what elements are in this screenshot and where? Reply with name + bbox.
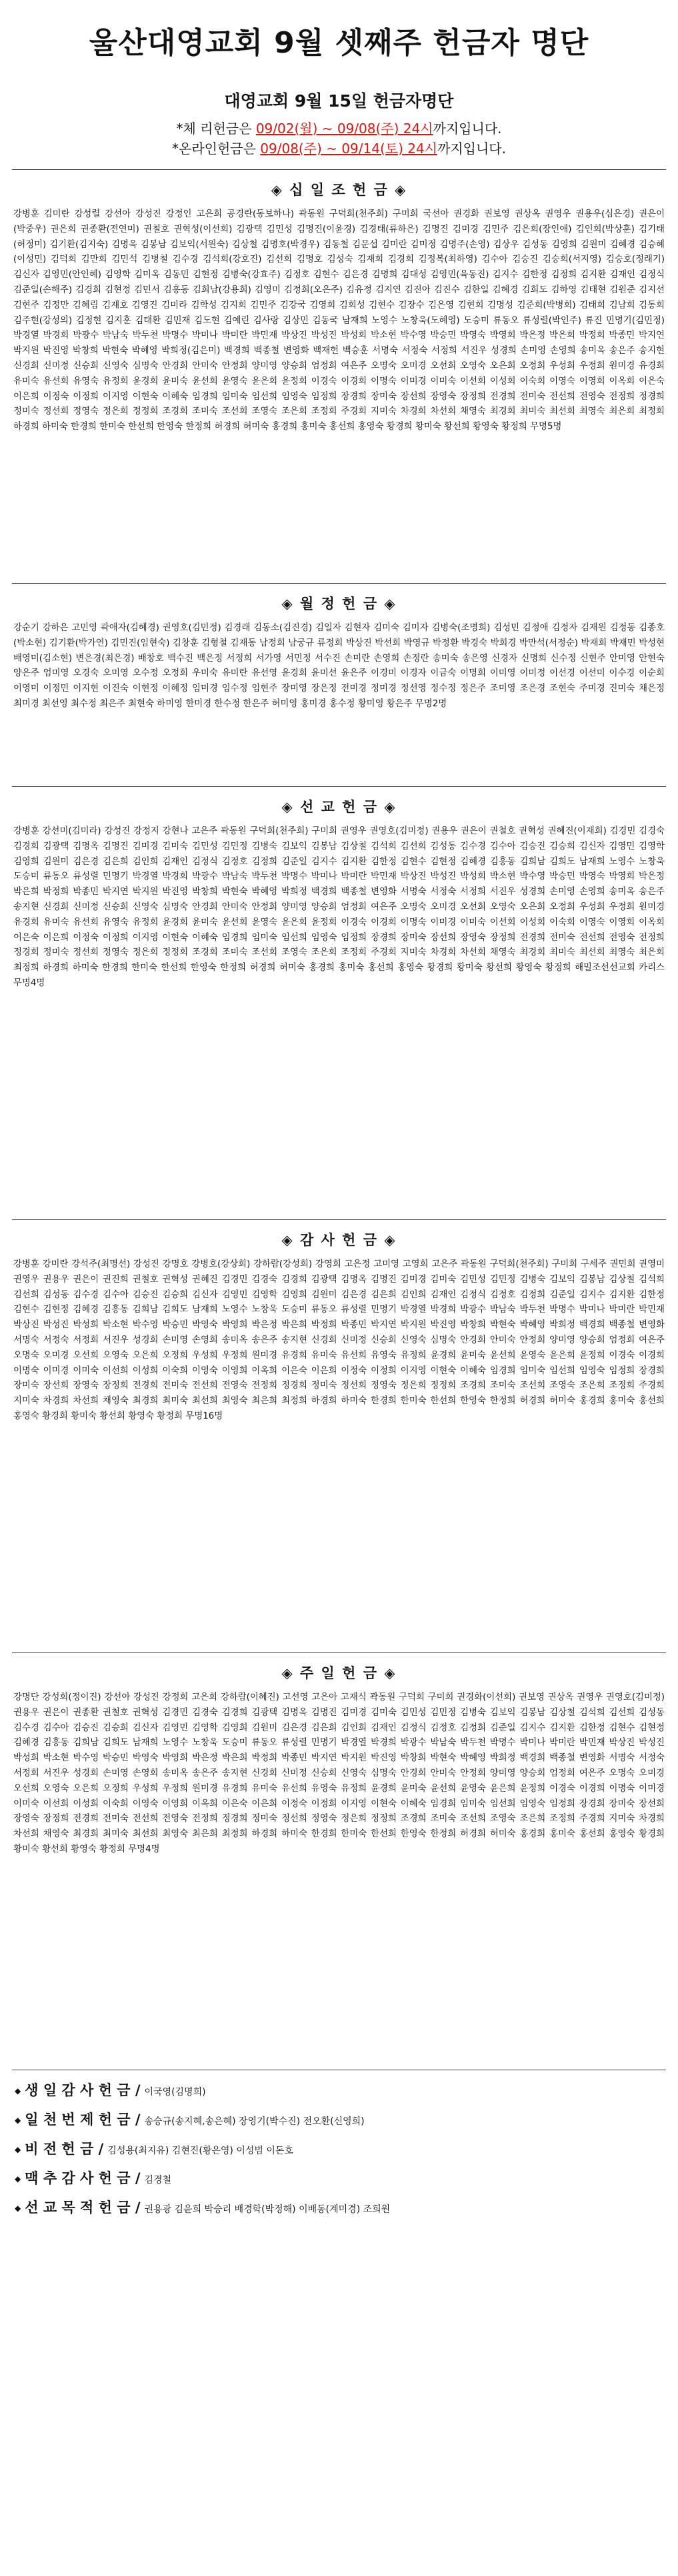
notice-online-date: 09/08(주) ~ 09/14(토) 24시 bbox=[260, 141, 438, 157]
small-offering-harvest bbox=[15, 2168, 663, 2188]
divider bbox=[12, 786, 666, 787]
diamond-icon: ◆ bbox=[15, 2174, 21, 2184]
name-list: 강순기 강하은 고민영 곽애자(김혜경) 권영호(김민정) 김경래 김동소(김진경) 김일자 김현자 김미숙 김미자 김병숙(조명희) 김성민 김정애 김정자 김재원 김정동 김종호(박소현) 김기환(박가연) 김민진(임현숙) 김창훈 김형철 김재동 남정희 남궁규 류정희 박상진 박선희 박영규 박정환 박경숙 박희경 박만석(서정순) 박재희 박재민 박성현 배영미(김소현) 변은경(최은경) 배창호 백수진 백은정 서정희 서가영 서민정 서수진 손미란 손영희 손정란 송미숙 송은영 신경자 신명희 신수정 신현주 안미영 안현숙 양은주 엄미영 오경숙 오미영 오수정 오정희 우미숙 유미란 유선영 윤경희 윤미선 윤은주 이경미 이경자 이금숙 이명희 이미영 이미정 이선경 이선미 이수경 이순희 이영미 이정민 이지현 이진숙 이현정 이혜정 임미경 임수정 임현주 장미영 장은정 전미경 정미경 정선영 정수정 정은주 조미영 조은경 조현숙 주미경 진미숙 채은정 최미경 최선영 최수정 최은주 최현숙 하미영 한미경 한수정 한은주 허미영 홍미경 홍수정 황미영 황은주 무명2명 bbox=[13, 623, 665, 709]
notice-online-suffix: 까지입니다. bbox=[437, 141, 506, 157]
name-list: 강병훈 강미란 강석주(최명선) 강성진 강명호 강병호(강상희) 강하람(강성희) 강영희 고은정 고미영 고영희 고은주 곽동원 구덕희(천주희) 구미희 구세주 권민희 권영미 권영우 권용우 권은이 권진희 권철호 권혁성 권혜진 김경민 김경숙 김경희 김광택 김명옥 김명진 김미경 김미숙 김민성 김민정 김병숙 김보익 김봉남 김상철 김석희 김선희 김성동 김수경 김수아 김승진 김승희 김신자 김영민 김영학 김영희 김원미 김은경 김은희 김인희 김재인 김정식 김정호 김정희 김준일 김지수 김지환 김한정 김현수 김현정 김혜경 김흥동 김희남 김희도 남재희 노영수 노창욱 도승미 류동오 류성렬 민명기 박경열 박경희 박광수 박남숙 박두천 박명수 박미나 박미란 박민재 박상진 박성진 박성희 박소현 박수영 박승민 박영숙 박영희 박은정 박은희 박정희 박종민 박지연 박지원 박진영 박창희 박현숙 박혜영 박희정 백경희 백종철 변영화 서명숙 서정숙 서정희 서진우 성경희 손미영 손영희 송미옥 송은주 송지현 신경희 신미정 신승희 신영숙 심명숙 안경희 안미숙 안정희 양미영 양승희 엄정희 여은주 오명숙 오미경 오선희 오영숙 오은희 오정희 우성희 우정희 원미경 유경희 유미숙 유선희 유영숙 유정희 윤경희 윤미숙 윤선희 윤영숙 윤은희 윤정희 이경숙 이경희 이명숙 이미경 이미숙 이선희 이성희 이숙희 이영숙 이영희 이옥희 이은숙 이은희 이정숙 이정희 이지영 이현숙 이혜숙 임경희 임미숙 임선희 임영숙 임정희 장경희 장미숙 장선희 장영숙 장정희 전경희 전미숙 전선희 전영숙 전정희 정경희 정미숙 정선희 정영숙 정은희 정정희 조경희 조미숙 조선희 조영숙 조은희 조정희 주경희 지미숙 차경희 차선희 채영숙 최경희 최미숙 최선희 최영숙 최은희 최정희 하경희 하미숙 한경희 한미숙 한선희 한영숙 한정희 허경희 허미숙 홍경희 홍미숙 홍선희 홍영숙 황경희 황미숙 황선희 황영숙 황정희 무명16명 bbox=[13, 1259, 665, 1421]
divider bbox=[12, 169, 666, 170]
sub-title: 대영교회 9월 15일 헌금자명단 bbox=[224, 91, 454, 111]
small-offering-names: 김경철 bbox=[144, 2175, 172, 2186]
small-offering-names: 김성용(최지유) 김현진(황은영) 이성범 이돈호 bbox=[107, 2146, 293, 2156]
small-offering-list bbox=[9, 2080, 669, 2217]
divider bbox=[12, 583, 666, 584]
divider bbox=[12, 1652, 666, 1653]
small-offering-birthday bbox=[15, 2080, 663, 2100]
divider bbox=[12, 1219, 666, 1220]
small-offering-separator: / bbox=[130, 2112, 141, 2128]
notice-offline-prefix: *체 리헌금은 bbox=[176, 121, 256, 137]
notice-offline-date: 09/02(월) ~ 09/08(주) 24시 bbox=[255, 121, 433, 137]
section-sunday bbox=[9, 1662, 669, 2059]
small-offering-label: 생 일 감 사 헌 금 bbox=[25, 2082, 131, 2098]
small-offering-label: 선 교 목 적 헌 금 bbox=[25, 2200, 131, 2216]
section-tithe bbox=[9, 179, 669, 572]
notice-offline bbox=[9, 119, 669, 139]
notice-offline-suffix: 까지입니다. bbox=[433, 121, 502, 137]
name-list: 강병훈 김미란 강성렬 강선아 강성진 강정인 고은희 공경란(동보하나) 곽동원 구덕희(천주희) 구미희 국선아 권경화 권보영 권상옥 권영우 권용우(심은경) 권은이(박중우) 권은희 권종환(전연미) 권철호 권혁성(이선희) 김광택 김민성 김명진(이윤경) 김경태(류하은) 김명진 김미경 김민주 김은희(장인애) 김인희(박상훈) 김기태(허정미) 김기환(김지숙) 김명옥 김봉남 김보익(서원숙) 김상철 김명호(박경우) 김동철 김문섭 김미란 김미정 김명주(손영) 김상우 김성동 김영희 김원미 김혜경 김승혜(이성민) 김덕희 김만희 김민석 김병철 김수경 김석희(강호진) 김선희 김명호 김성숙 김재희 김경희 김정복(최하영) 김수아 김승진 김승희(서지영) 김승호(정래기) 김신자 김영민(안인혜) 김영학 김미옥 김동민 김현정 김병숙(강효주) 김정호 김현수 김은경 김명희 김대성 김영민(육동진) 김지수 김한정 김정희 김지환 김재인 김정식 김준일(손해주) 김경희 김현정 김민서 김흥동 김희남(강용희) 김영미 김정희(오은주) 김유정 김지연 김진아 김진수 김한일 김혜경 김희도 김하영 김태현 김원준 김지선 김현주 김정만 김혜림 김재호 김영진 김미라 김학성 김지희 김민주 김강국 김영희 김희성 김현수 김장수 김은영 김현희 김명성 김준희(박병희) 김태희 김남희 김동희 김주현(강성의) 김정현 김지훈 김태환 김민재 김도현 김예린 김사랑 김상민 김동국 남재희 노영수 노창욱(도혜영) 도승미 류동오 류성렬(박인주) 류진 민명기(김민정) 박경열 박경희 박광수 박남숙 박두천 박명수 박미나 박미란 박민재 박상진 박성진 박성희 박소현 박수영 박승민 박영숙 박영희 박은정 박은희 박정희 박종민 박지연 박지원 박진영 박창희 박현숙 박혜영 박희정(김은미) 백경희 백종철 변영화 백재헌 백승훈 서명숙 서정숙 서정희 서진우 성경희 손미영 손영희 송미옥 송은주 송지현 신경희 신미정 신승희 신영숙 심명숙 안경희 안미숙 안정희 양미영 양승희 엄정희 여은주 오명숙 오미경 오선희 오영숙 오은희 오정희 우성희 우정희 원미경 유경희 유미숙 유선희 유영숙 유정희 윤경희 윤미숙 윤선희 윤영숙 윤은희 윤정희 이경숙 이경희 이명숙 이미경 이미숙 이선희 이성희 이숙희 이영숙 이영희 이옥희 이은숙 이은희 이정숙 이정희 이지영 이현숙 이혜숙 임경희 임미숙 임선희 임영숙 임정희 장경희 장미숙 장선희 장영숙 장정희 전경희 전미숙 전선희 전영숙 전정희 정경희 정미숙 정선희 정영숙 정은희 정정희 조경희 조미숙 조선희 조영숙 조은희 조정희 주경희 지미숙 차경희 차선희 채영숙 최경희 최미숙 최선희 최영숙 최은희 최정희 하경희 하미숙 한경희 한미숙 한선희 한영숙 한정희 허경희 허미숙 홍경희 홍미숙 홍선희 홍영숙 황경희 황미숙 황선희 황영숙 황정희 무명5명 bbox=[13, 209, 665, 432]
small-offering-names: 이국영(김명희) bbox=[144, 2087, 206, 2098]
diamond-icon: ◆ bbox=[15, 2204, 21, 2213]
name-list: 강명단 강성희(정이진) 강선아 강성진 강정희 고은희 강하람(이혜진) 고선영 고은아 고재식 곽동원 구덕희 구미희 권경화(이선희) 권보영 권상옥 권영우 권영호(김미정) 권용우 권은이 권종환 권철호 권혁성 김경민 김경숙 김경희 김광택 김명옥 김명진 김미경 김미숙 김민성 김민정 김병숙 김보익 김봉남 김상철 김석희 김선희 김성동 김수경 김수아 김승진 김승희 김신자 김영민 김영학 김영희 김원미 김은경 김은희 김인희 김재인 김정식 김정호 김정희 김준일 김지수 김지환 김한정 김현수 김현정 김혜경 김흥동 김희남 김희도 남재희 노영수 노창욱 도승미 류동오 류성렬 민명기 박경열 박경희 박광수 박남숙 박두천 박명수 박미나 박미란 박민재 박상진 박성진 박성희 박소현 박수영 박승민 박영숙 박영희 박은정 박은희 박정희 박종민 박지연 박지원 박진영 박창희 박현숙 박혜영 박희정 백경희 백종철 변영화 서명숙 서정숙 서정희 서진우 성경희 손미영 손영희 송미옥 송은주 송지현 신경희 신미정 신승희 신영숙 심명숙 안경희 안미숙 안정희 양미영 양승희 엄정희 여은주 오명숙 오미경 오선희 오영숙 오은희 오정희 우성희 우정희 원미경 유경희 유미숙 유선희 유영숙 유정희 윤경희 윤미숙 윤선희 윤영숙 윤은희 윤정희 이경숙 이경희 이명숙 이미경 이미숙 이선희 이성희 이숙희 이영숙 이영희 이옥희 이은숙 이은희 이정숙 이정희 이지영 이현숙 이혜숙 임경희 임미숙 임선희 임영숙 임정희 장경희 장미숙 장선희 장영숙 장정희 전경희 전미숙 전선희 전영숙 전정희 정경희 정미숙 정선희 정영숙 정은희 정정희 조경희 조미숙 조선희 조영숙 조은희 조정희 주경희 지미숙 차경희 차선희 채영숙 최경희 최미숙 최선희 최영숙 최은희 최정희 하경희 하미숙 한경희 한미숙 한선희 한영숙 한정희 허경희 허미숙 홍경희 홍미숙 홍선희 홍영숙 황경희 황미숙 황선희 황영숙 황정희 무명4명 bbox=[13, 1692, 665, 1854]
notice-online bbox=[9, 139, 669, 159]
section-title: ◈ 감 사 헌 금 ◈ bbox=[281, 1232, 397, 1248]
diamond-icon: ◆ bbox=[15, 2116, 21, 2125]
section-title: ◈ 주 일 헌 금 ◈ bbox=[281, 1665, 397, 1681]
small-offering-separator: / bbox=[93, 2141, 104, 2157]
section-title: ◈ 월 정 헌 금 ◈ bbox=[281, 596, 397, 612]
small-offering-names: 송승규(송지혜,송은혜) 장영기(박수진) 전오환(신영희) bbox=[144, 2116, 365, 2127]
name-list: 강병훈 강선미(김미라) 강성진 강정지 강현나 고은주 곽동원 구덕희(천주희) 구미희 권영우 권영호(김미정) 권용우 권은이 권철호 권혁성 권혜진(이재희) 김경민 김경숙 김경희 김광택 김명옥 김명진 김미경 김미숙 김민성 김민정 김병숙 김보익 김봉남 김상철 김석희 김선희 김성동 김수경 김수아 김승진 김승희 김신자 김영민 김영학 김영희 김원미 김은경 김은희 김인희 김재인 김정식 김정호 김정희 김준일 김지수 김지환 김한정 김현수 김현정 김혜경 김흥동 김희남 김희도 남재희 노영수 노창욱 도승미 류동오 류성렬 민명기 박경열 박경희 박광수 박남숙 박두천 박명수 박미나 박미란 박민재 박상진 박성진 박성희 박소현 박수영 박승민 박영숙 박영희 박은정 박은희 박정희 박종민 박지연 박지원 박진영 박창희 박현숙 박혜영 박희정 백경희 백종철 변영화 서명숙 서정숙 서정희 서진우 성경희 손미영 손영희 송미옥 송은주 송지현 신경희 신미정 신승희 신영숙 심명숙 안경희 안미숙 안정희 양미영 양승희 엄정희 여은주 오명숙 오미경 오선희 오영숙 오은희 오정희 우성희 우정희 원미경 유경희 유미숙 유선희 유영숙 유정희 윤경희 윤미숙 윤선희 윤영숙 윤은희 윤정희 이경숙 이경희 이명숙 이미경 이미숙 이선희 이성희 이숙희 이영숙 이영희 이옥희 이은숙 이은희 이정숙 이정희 이지영 이현숙 이혜숙 임경희 임미숙 임선희 임영숙 임정희 장경희 장미숙 장선희 장영숙 장정희 전경희 전미숙 전선희 전영숙 전정희 정경희 정미숙 정선희 정영숙 정은희 정정희 조경희 조미숙 조선희 조영숙 조은희 조정희 주경희 지미숙 차경희 차선희 채영숙 최경희 최미숙 최선희 최영숙 최은희 최정희 하경희 하미숙 한경희 한미숙 한선희 한영숙 한정희 허경희 허미숙 홍경희 홍미숙 홍선희 홍영숙 황경희 황미숙 황선희 황영숙 황정희 해밀조선선교회 카리스 무명4명 bbox=[13, 826, 665, 988]
small-offering-label: 맥 추 감 사 헌 금 bbox=[25, 2170, 131, 2186]
page-title: 울산대영교회 9월 셋째주 헌금자 명단 bbox=[89, 26, 589, 60]
section-mission bbox=[9, 796, 669, 1209]
section-title: ◈ 선 교 헌 금 ◈ bbox=[281, 799, 397, 815]
small-offering-label: 일 천 번 제 헌 금 bbox=[25, 2112, 131, 2128]
small-offering-separator: / bbox=[130, 2170, 141, 2186]
section-monthly bbox=[9, 593, 669, 776]
small-offering-thousand bbox=[15, 2109, 663, 2129]
diamond-icon: ◆ bbox=[15, 2145, 21, 2154]
small-offering-separator: / bbox=[130, 2082, 141, 2098]
section-thanksgiving bbox=[9, 1229, 669, 1642]
section-title: ◈ 십 일 조 헌 금 ◈ bbox=[271, 182, 407, 198]
small-offering-label: 비 전 헌 금 bbox=[25, 2141, 94, 2157]
diamond-icon: ◆ bbox=[15, 2086, 21, 2096]
bottom-spacer bbox=[9, 2226, 669, 2253]
small-offering-mission-purpose bbox=[15, 2197, 663, 2217]
small-offering-vision bbox=[15, 2138, 663, 2158]
small-offering-names: 권용광 김윤희 박승리 배경학(박정해) 이배동(계미경) 조희원 bbox=[144, 2204, 391, 2215]
small-offering-separator: / bbox=[130, 2200, 141, 2216]
notice-online-prefix: *온라인헌금은 bbox=[172, 141, 261, 157]
